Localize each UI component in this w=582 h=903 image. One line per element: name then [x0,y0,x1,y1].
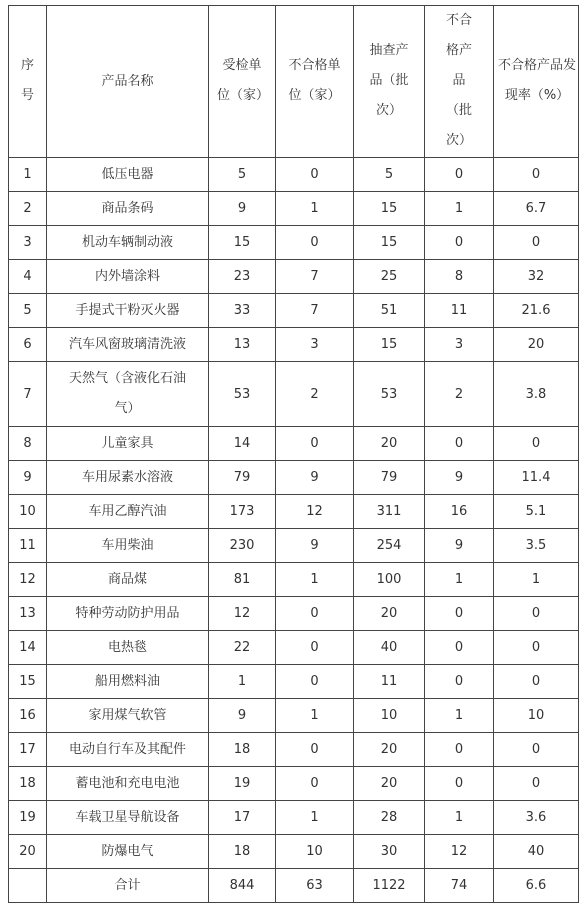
cell-serial-number: 16 [9,699,47,733]
cell-failed-batches: 0 [425,597,494,631]
cell-serial-number: 3 [9,226,47,260]
cell-failed-batches: 1 [425,801,494,835]
cell-failed-batches: 74 [425,869,494,903]
cell-failure-rate: 40 [494,835,579,869]
table-row [9,563,579,597]
cell-failure-rate: 3.5 [494,529,579,563]
cell-inspected-units: 79 [209,461,276,495]
cell-product-name: 车载卫星导航设备 [47,801,209,835]
cell-product-name: 蓄电池和充电电池 [47,767,209,801]
table-row [9,427,579,461]
cell-failure-rate: 0 [494,665,579,699]
cell-failure-rate: 0 [494,767,579,801]
cell-product-name: 车用柴油 [47,529,209,563]
cell-product-name: 防爆电气 [47,835,209,869]
cell-failure-rate: 0 [494,427,579,461]
cell-product-name: 特种劳动防护用品 [47,597,209,631]
cell-failed-units: 0 [276,597,354,631]
cell-sampled-batches: 1122 [354,869,425,903]
table-row [9,767,579,801]
cell-failed-units: 9 [276,529,354,563]
cell-serial-number: 12 [9,563,47,597]
cell-product-name: 电动自行车及其配件 [47,733,209,767]
cell-failure-rate: 0 [494,597,579,631]
cell-failed-batches: 12 [425,835,494,869]
cell-failed-batches: 16 [425,495,494,529]
cell-product-name: 车用乙醇汽油 [47,495,209,529]
cell-failed-units: 63 [276,869,354,903]
cell-failed-units: 1 [276,192,354,226]
cell-product-name: 汽车风窗玻璃清洗液 [47,328,209,362]
table-row [9,495,579,529]
cell-product-name: 合计 [47,869,209,903]
cell-inspected-units: 9 [209,192,276,226]
cell-serial-number: 4 [9,260,47,294]
inspection-results-table [8,5,579,903]
table-row [9,260,579,294]
cell-serial-number [9,869,47,903]
cell-failed-batches: 2 [425,362,494,427]
cell-product-name: 手提式干粉灭火器 [47,294,209,328]
cell-failed-batches: 3 [425,328,494,362]
cell-sampled-batches: 15 [354,192,425,226]
cell-sampled-batches: 20 [354,427,425,461]
cell-inspected-units: 18 [209,835,276,869]
cell-failed-batches: 8 [425,260,494,294]
table-row [9,733,579,767]
cell-failed-batches: 9 [425,529,494,563]
cell-product-name: 商品条码 [47,192,209,226]
cell-serial-number: 7 [9,362,47,427]
cell-inspected-units: 33 [209,294,276,328]
table-row [9,529,579,563]
header-failed-units: 不合格单位（家） [276,6,354,158]
cell-failure-rate: 0 [494,158,579,192]
cell-failed-units: 0 [276,631,354,665]
cell-failed-batches: 0 [425,665,494,699]
cell-failed-units: 10 [276,835,354,869]
cell-failure-rate: 6.7 [494,192,579,226]
total-row [9,869,579,903]
cell-sampled-batches: 20 [354,767,425,801]
cell-failure-rate: 3.6 [494,801,579,835]
cell-sampled-batches: 311 [354,495,425,529]
table-row [9,631,579,665]
table-row [9,665,579,699]
cell-sampled-batches: 25 [354,260,425,294]
cell-serial-number: 11 [9,529,47,563]
cell-sampled-batches: 5 [354,158,425,192]
cell-inspected-units: 81 [209,563,276,597]
cell-inspected-units: 23 [209,260,276,294]
cell-failure-rate: 32 [494,260,579,294]
table-row [9,835,579,869]
cell-failure-rate: 0 [494,733,579,767]
cell-failed-batches: 0 [425,226,494,260]
cell-inspected-units: 22 [209,631,276,665]
cell-failed-units: 0 [276,158,354,192]
cell-failed-units: 0 [276,665,354,699]
cell-inspected-units: 12 [209,597,276,631]
table-row [9,328,579,362]
header-inspected-units: 受检单位（家） [209,6,276,158]
cell-serial-number: 14 [9,631,47,665]
cell-failed-batches: 0 [425,158,494,192]
cell-inspected-units: 17 [209,801,276,835]
cell-product-name: 船用燃料油 [47,665,209,699]
cell-sampled-batches: 254 [354,529,425,563]
cell-product-name: 机动车辆制动液 [47,226,209,260]
cell-sampled-batches: 15 [354,328,425,362]
cell-serial-number: 20 [9,835,47,869]
cell-failed-units: 0 [276,733,354,767]
cell-sampled-batches: 51 [354,294,425,328]
cell-serial-number: 10 [9,495,47,529]
cell-serial-number: 15 [9,665,47,699]
table-row [9,699,579,733]
cell-product-name: 低压电器 [47,158,209,192]
cell-product-name: 儿童家具 [47,427,209,461]
header-row [9,6,579,158]
table-row [9,192,579,226]
cell-serial-number: 13 [9,597,47,631]
cell-failed-units: 7 [276,294,354,328]
cell-failure-rate: 0 [494,631,579,665]
cell-failure-rate: 10 [494,699,579,733]
cell-sampled-batches: 53 [354,362,425,427]
cell-serial-number: 18 [9,767,47,801]
cell-sampled-batches: 15 [354,226,425,260]
cell-product-name: 电热毯 [47,631,209,665]
table-body [9,158,579,903]
cell-failed-units: 0 [276,226,354,260]
cell-inspected-units: 9 [209,699,276,733]
cell-serial-number: 19 [9,801,47,835]
cell-failed-units: 1 [276,699,354,733]
cell-sampled-batches: 30 [354,835,425,869]
cell-failure-rate: 0 [494,226,579,260]
cell-failed-units: 12 [276,495,354,529]
cell-inspected-units: 5 [209,158,276,192]
table-row [9,294,579,328]
cell-failed-units: 2 [276,362,354,427]
cell-failed-batches: 0 [425,631,494,665]
cell-inspected-units: 13 [209,328,276,362]
cell-product-name: 家用煤气软管 [47,699,209,733]
cell-failure-rate: 11.4 [494,461,579,495]
cell-product-name: 商品煤 [47,563,209,597]
cell-product-name: 天然气（含液化石油气） [47,362,209,427]
header-failed-batches: 不合格产品（批次） [425,6,494,158]
cell-failure-rate: 1 [494,563,579,597]
cell-failed-batches: 11 [425,294,494,328]
table-row [9,362,579,427]
cell-sampled-batches: 28 [354,801,425,835]
table-row [9,801,579,835]
table-row [9,226,579,260]
header-product-name: 产品名称 [47,6,209,158]
table-row [9,461,579,495]
cell-failure-rate: 5.1 [494,495,579,529]
cell-failure-rate: 6.6 [494,869,579,903]
table-row [9,158,579,192]
cell-serial-number: 6 [9,328,47,362]
cell-sampled-batches: 79 [354,461,425,495]
cell-failure-rate: 21.6 [494,294,579,328]
cell-failed-batches: 1 [425,699,494,733]
cell-inspected-units: 173 [209,495,276,529]
cell-failed-batches: 0 [425,427,494,461]
cell-inspected-units: 53 [209,362,276,427]
cell-failed-units: 3 [276,328,354,362]
table-row [9,597,579,631]
header-serial-number: 序号 [9,6,47,158]
cell-serial-number: 1 [9,158,47,192]
cell-failed-batches: 1 [425,192,494,226]
cell-failed-units: 1 [276,801,354,835]
cell-product-name: 车用尿素水溶液 [47,461,209,495]
cell-inspected-units: 19 [209,767,276,801]
cell-serial-number: 8 [9,427,47,461]
cell-inspected-units: 230 [209,529,276,563]
header-sampled-batches: 抽查产品（批次） [354,6,425,158]
cell-failed-units: 9 [276,461,354,495]
cell-serial-number: 2 [9,192,47,226]
cell-sampled-batches: 100 [354,563,425,597]
cell-serial-number: 9 [9,461,47,495]
cell-failure-rate: 3.8 [494,362,579,427]
cell-inspected-units: 1 [209,665,276,699]
cell-failed-batches: 1 [425,563,494,597]
cell-failed-units: 7 [276,260,354,294]
cell-failed-units: 0 [276,767,354,801]
cell-failed-batches: 9 [425,461,494,495]
cell-failure-rate: 20 [494,328,579,362]
cell-sampled-batches: 10 [354,699,425,733]
cell-inspected-units: 14 [209,427,276,461]
cell-sampled-batches: 20 [354,733,425,767]
cell-failed-batches: 0 [425,733,494,767]
cell-serial-number: 5 [9,294,47,328]
cell-inspected-units: 15 [209,226,276,260]
cell-product-name: 内外墙涂料 [47,260,209,294]
cell-failed-units: 1 [276,563,354,597]
cell-sampled-batches: 40 [354,631,425,665]
header-failure-rate: 不合格产品发现率（%） [494,6,579,158]
cell-sampled-batches: 11 [354,665,425,699]
cell-failed-batches: 0 [425,767,494,801]
cell-serial-number: 17 [9,733,47,767]
cell-inspected-units: 18 [209,733,276,767]
cell-sampled-batches: 20 [354,597,425,631]
cell-inspected-units: 844 [209,869,276,903]
cell-failed-units: 0 [276,427,354,461]
